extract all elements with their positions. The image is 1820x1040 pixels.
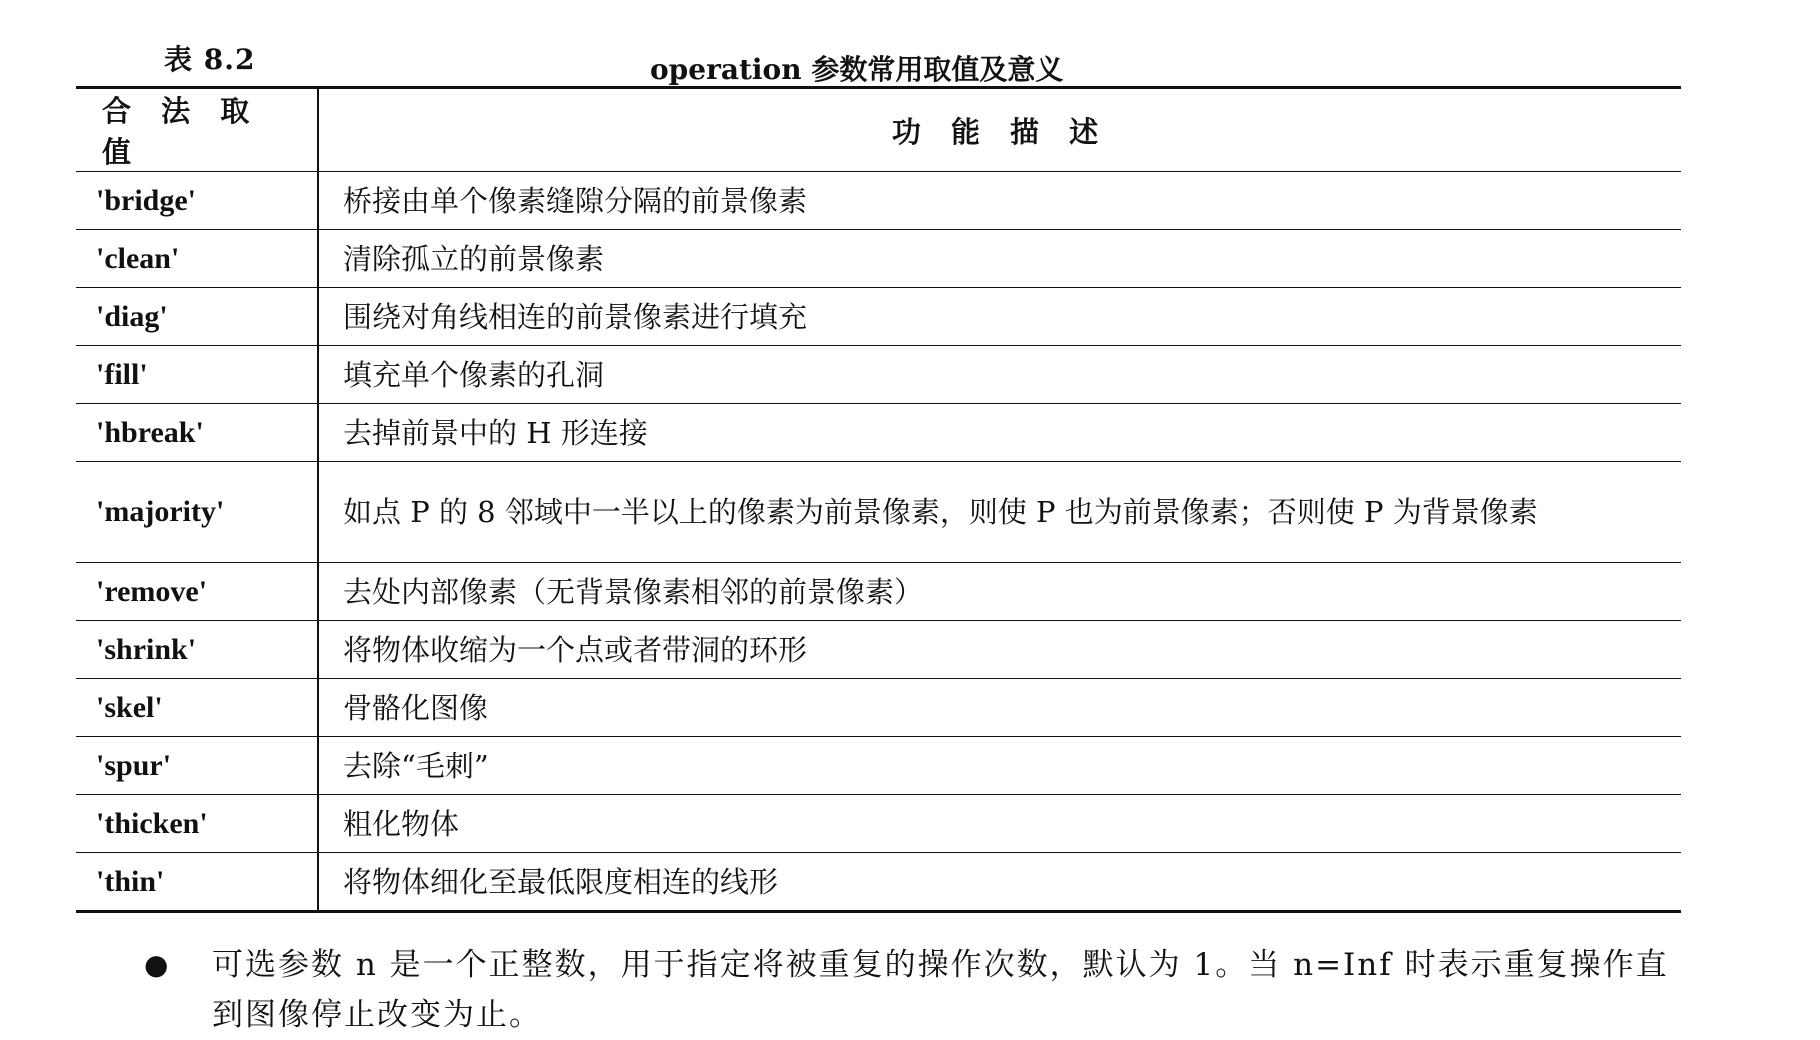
table-row — [76, 404, 1681, 462]
table-row — [76, 853, 1681, 912]
note-text: 可选参数 n 是一个正整数，用于指定将被重复的操作次数，默认为 1。当 n=Inf 时表示重复操作直到图像停止改变为止。 — [212, 947, 1669, 1033]
operation-value: 'fill' — [76, 346, 318, 404]
operation-description: 将物体收缩为一个点或者带洞的环形 — [318, 621, 1681, 679]
header-legal-value: 合 法 取 值 — [76, 88, 318, 172]
operation-value: 'diag' — [76, 288, 318, 346]
operation-value: 'shrink' — [76, 621, 318, 679]
table-row — [76, 621, 1681, 679]
table-row — [76, 679, 1681, 737]
operation-value: 'hbreak' — [76, 404, 318, 462]
table-row — [76, 563, 1681, 621]
operation-table — [76, 86, 1681, 913]
table-row — [76, 346, 1681, 404]
operation-value: 'thin' — [76, 853, 318, 912]
table-number: 表 8.2 — [164, 43, 256, 76]
bullet-note — [144, 940, 1685, 1040]
table-caption — [76, 38, 1681, 86]
operation-description: 桥接由单个像素缝隙分隔的前景像素 — [318, 172, 1681, 230]
operation-description: 去掉前景中的 H 形连接 — [318, 404, 1681, 462]
table-title: operation 参数常用取值及意义 — [650, 53, 1064, 86]
table-row — [76, 462, 1681, 563]
operation-description: 将物体细化至最低限度相连的线形 — [318, 853, 1681, 912]
operation-value: 'majority' — [76, 462, 318, 563]
operation-value: 'thicken' — [76, 795, 318, 853]
operation-value: 'bridge' — [76, 172, 318, 230]
operation-description: 粗化物体 — [318, 795, 1681, 853]
table-row — [76, 288, 1681, 346]
operation-value: 'remove' — [76, 563, 318, 621]
operation-description: 如点 P 的 8 邻域中一半以上的像素为前景像素，则使 P 也为前景像素；否则使 P 为背景像素 — [318, 462, 1681, 563]
table-row — [76, 795, 1681, 853]
operation-description: 填充单个像素的孔洞 — [318, 346, 1681, 404]
operation-description: 骨骼化图像 — [318, 679, 1681, 737]
operation-value: 'spur' — [76, 737, 318, 795]
operation-description: 去除“毛刺” — [318, 737, 1681, 795]
operation-value: 'skel' — [76, 679, 318, 737]
bullet-point-icon: ● — [144, 948, 171, 981]
table-row — [76, 737, 1681, 795]
operation-description: 去处内部像素（无背景像素相邻的前景像素） — [318, 563, 1681, 621]
table-row — [76, 230, 1681, 288]
operation-description: 清除孤立的前景像素 — [318, 230, 1681, 288]
operation-value: 'clean' — [76, 230, 318, 288]
table-row — [76, 172, 1681, 230]
operation-description: 围绕对角线相连的前景像素进行填充 — [318, 288, 1681, 346]
table-header-row — [76, 88, 1681, 172]
table-container — [76, 86, 1681, 913]
header-function-description: 功 能 描 述 — [318, 88, 1681, 172]
